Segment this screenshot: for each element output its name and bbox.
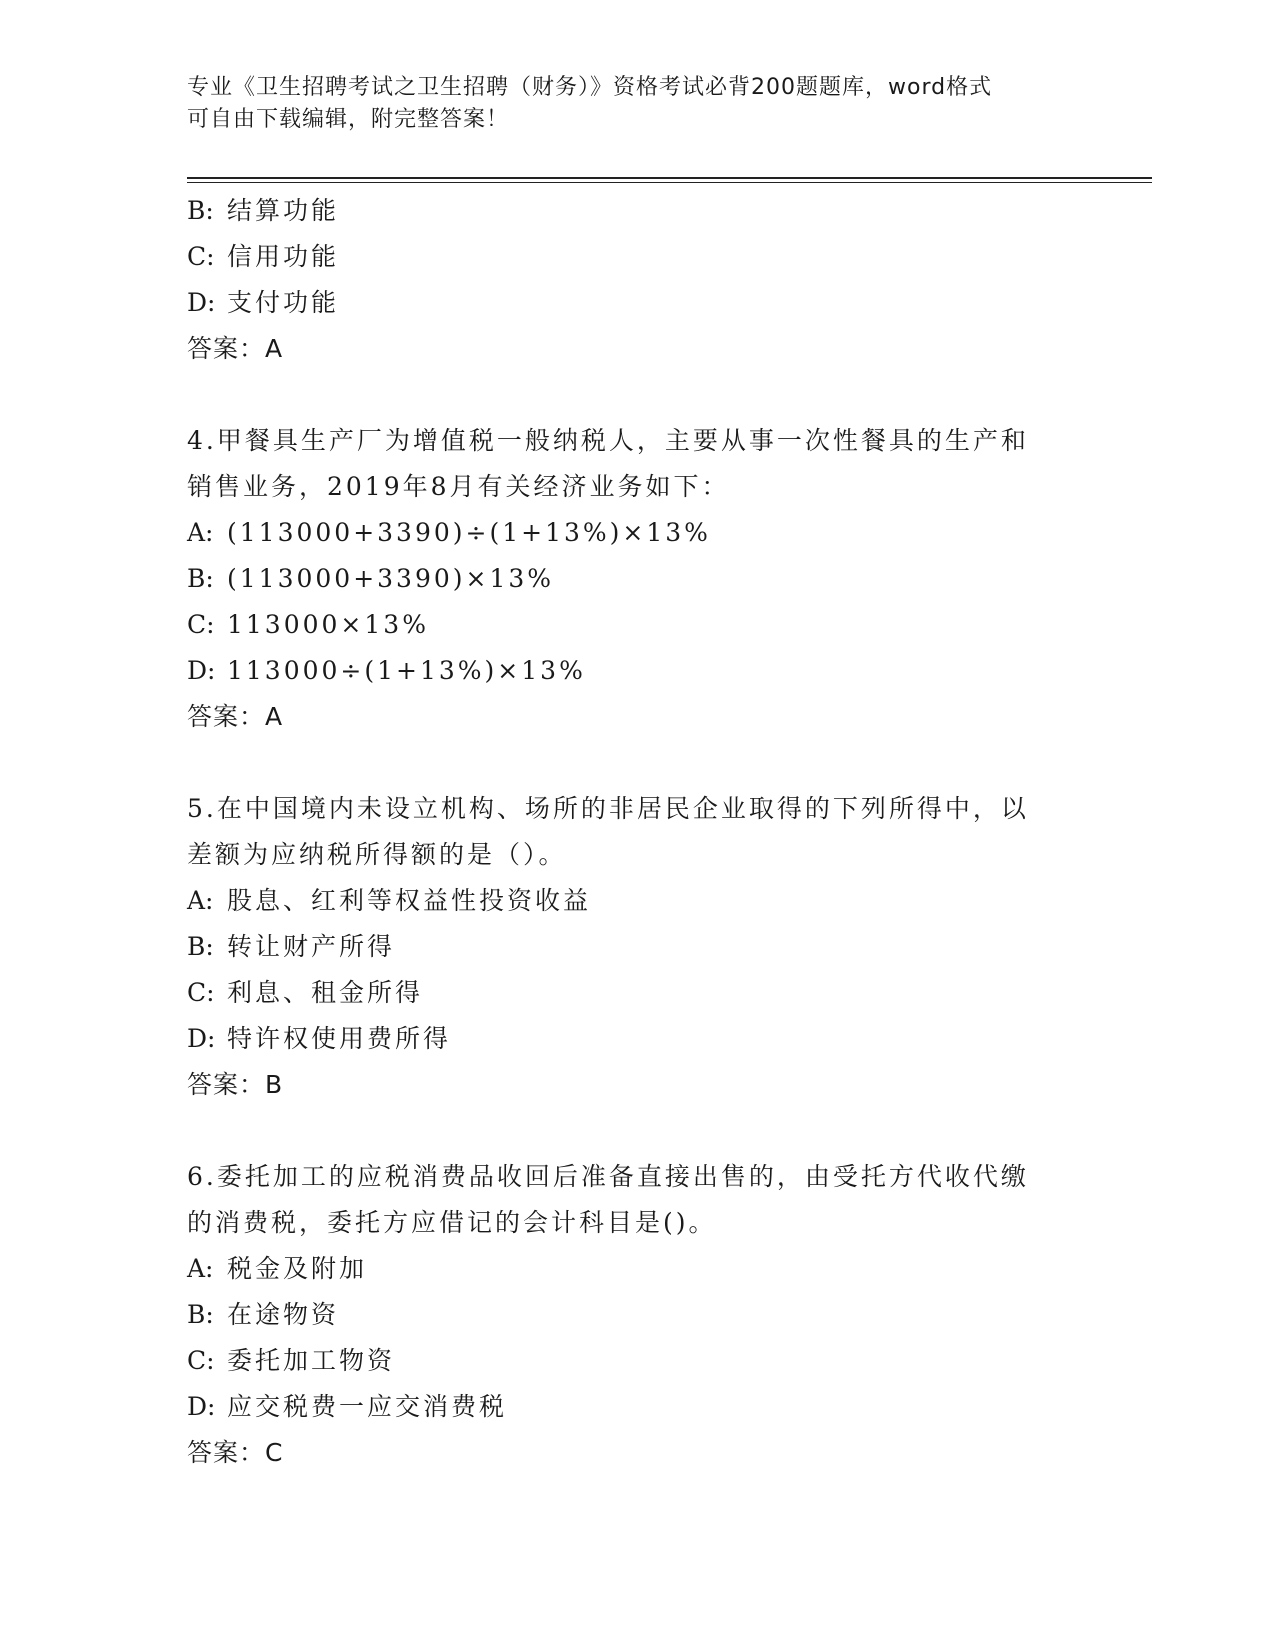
option-d: D: 113000÷(1+13%)×13% [187,656,586,685]
spacer [187,1108,1087,1154]
question-4 [187,418,1087,740]
answer: 答案：A [187,334,284,363]
question-stem: 的消费税，委托方应借记的会计科目是()。 [187,1208,717,1237]
option-b: B: 转让财产所得 [187,932,396,961]
option-b: B: 在途物资 [187,1300,340,1329]
question-6 [187,1154,1087,1476]
question-stem: 销售业务，2019年8月有关经济业务如下： [187,472,730,501]
spacer [187,372,1087,418]
option-b: B: 结算功能 [187,196,340,225]
option-d: D: 支付功能 [187,288,340,317]
question-list [187,188,1087,1476]
option-b: B: (113000+3390)×13% [187,564,555,593]
question-stem: 5.在中国境内未设立机构、场所的非居民企业取得的下列所得中，以 [187,794,1029,823]
answer: 答案：B [187,1070,284,1099]
answer: 答案：A [187,702,284,731]
option-a: A: 股息、红利等权益性投资收益 [187,886,592,915]
question-3 [187,188,1087,372]
option-d: D: 应交税费一应交消费税 [187,1392,508,1421]
option-a: A: 税金及附加 [187,1254,368,1283]
document-header [187,72,1067,136]
header-title-line-2: 可自由下载编辑，附完整答案！ [187,107,510,132]
answer: 答案：C [187,1438,284,1467]
question-5 [187,786,1087,1108]
option-a: A: (113000+3390)÷(1+13%)×13% [187,518,711,547]
option-c: C: 信用功能 [187,242,340,271]
spacer [187,740,1087,786]
question-stem: 差额为应纳税所得额的是（）。 [187,840,567,869]
header-title-line-1: 专业《卫生招聘考试之卫生招聘（财务）》资格考试必背200题题库，word格式 [187,75,993,100]
option-d: D: 特许权使用费所得 [187,1024,452,1053]
question-stem: 6.委托加工的应税消费品收回后准备直接出售的，由受托方代收代缴 [187,1162,1029,1191]
header-divider [187,177,1152,183]
option-c: C: 利息、租金所得 [187,978,424,1007]
option-c: C: 委托加工物资 [187,1346,396,1375]
question-stem: 4.甲餐具生产厂为增值税一般纳税人，主要从事一次性餐具的生产和 [187,426,1029,455]
option-c: C: 113000×13% [187,610,429,639]
